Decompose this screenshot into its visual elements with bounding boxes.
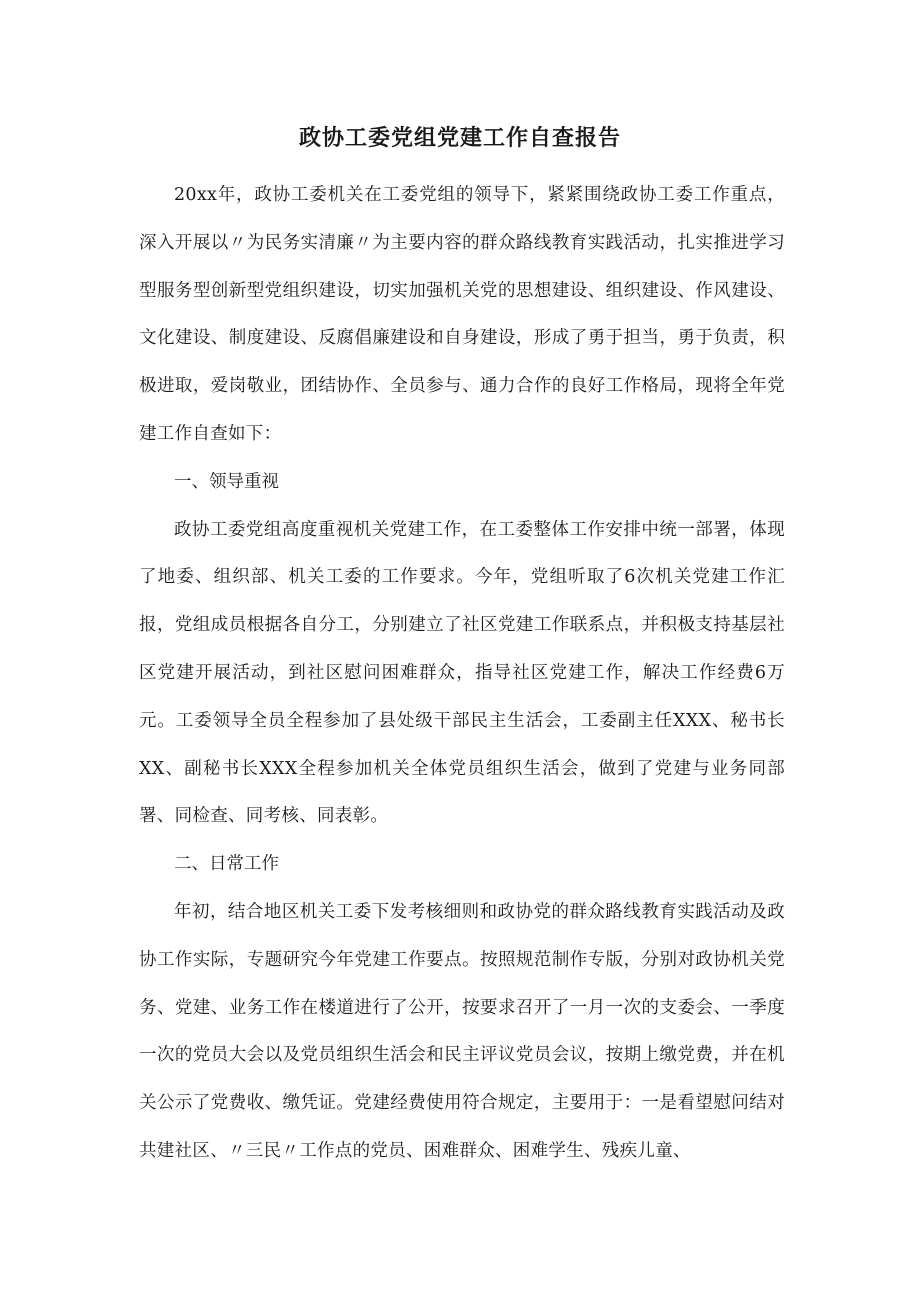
section-heading-leadership: 一、领导重视 <box>174 471 279 492</box>
document-body <box>139 172 785 1176</box>
section-body-leadership: 政协工委党组高度重视机关党建工作，在工委整体工作安排中统一部署，体现了地委、组织部、机关工委的工作要求。今年，党组听取了6次机关党建工作汇报，党组成员根据各自分工，分别建立了社区党建工作联系点，并积极支持基层社区党建开展活动，到社区慰问困难群众，指导社区党建工作，解决工作经费6万元。工委领导全员全程参加了县处级干部民主生活会，工委副主任XXX、秘书长XX、副秘书长XXX全程参加机关全体党员组织生活会，做到了党建与业务同部署、同检查、同考核、同表彰。 <box>139 519 785 827</box>
document-title: 政协工委党组党建工作自查报告 <box>298 125 621 151</box>
intro-paragraph: 20xx年，政协工委机关在工委党组的领导下，紧紧围绕政协工委工作重点，深入开展以〃为民务实清廉〃为主要内容的群众路线教育实践活动，扎实推进学习型服务型创新型党组织建设，切实加强机关党的思想建设、组织建设、作风建设、文化建设、制度建设、反腐倡廉建设和自身建设，形成了勇于担当，勇于负责，积极进取，爱岗敬业，团结协作、全员参与、通力合作的良好工作格局，现将全年党建工作自查如下： <box>139 185 785 444</box>
section-body-daily-work: 年初，结合地区机关工委下发考核细则和政协党的群众路线教育实践活动及政协工作实际，专题研究今年党建工作要点。按照规范制作专版，分别对政协机关党务、党建、业务工作在楼道进行了公开，按要求召开了一月一次的支委会、一季度一次的党员大会以及党员组织生活会和民主评议党员会议，按期上缴党费，并在机关公示了党费收、缴凭证。党建经费使用符合规定，主要用于：一是看望慰问结对共建社区、〃三民〃工作点的党员、困难群众、困难学生、残疾儿童、 <box>139 901 785 1161</box>
section-heading-daily-work: 二、日常工作 <box>174 854 279 875</box>
